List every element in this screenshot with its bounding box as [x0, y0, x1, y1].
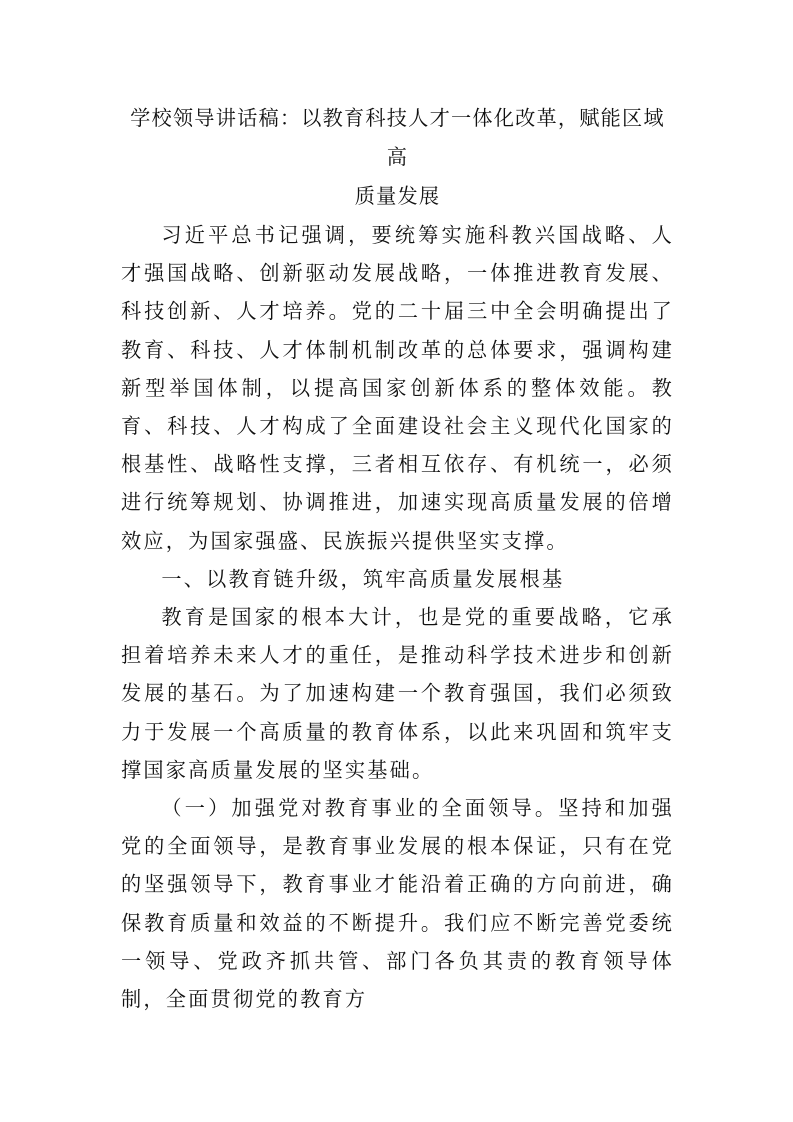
paragraph-party-leadership: （一）加强党对教育事业的全面领导。坚持和加强党的全面领导，是教育事业发展的根本保证，只有在党的坚强领导下，教育事业才能沿着正确的方向前进，确保教育质量和效益的不断提升。我们应不断完善党委统一领导、党政齐抓共管、部门各负其责的教育领导体制，全面贯彻党的教育方 [121, 796, 674, 1012]
document-title [121, 99, 674, 216]
paragraph-education: 教育是国家的根本大计，也是党的重要战略，它承担着培养未来人才的重任，是推动科学技术进步和创新发展的基石。为了加速构建一个教育强国，我们必须致力于发展一个高质量的教育体系，以此来巩固和筑牢支撑国家高质量发展的坚实基础。 [121, 605, 674, 782]
title-line-2: 质量发展 [354, 184, 441, 208]
paragraph-intro: 习近平总书记强调，要统筹实施科教兴国战略、人才强国战略、创新驱动发展战略，一体推进教育发展、科技创新、人才培养。党的二十届三中全会明确提出了教育、科技、人才体制机制改革的总体要求，强调构建新型举国体制，以提高国家创新体系的整体效能。教育、科技、人才构成了全面建设社会主义现代化国家的根基性、战略性支撑，三者相互依存、有机统一，必须进行统筹规划、协调推进，加速实现高质量发展的倍增效应，为国家强盛、民族振兴提供坚实支撑。 [121, 223, 674, 553]
section-heading-1: 一、以教育链升级，筑牢高质量发展根基 [161, 566, 565, 591]
document-body [121, 99, 674, 1018]
title-line-1: 学校领导讲话稿：以教育科技人才一体化改革，赋能区域高 [130, 106, 665, 169]
